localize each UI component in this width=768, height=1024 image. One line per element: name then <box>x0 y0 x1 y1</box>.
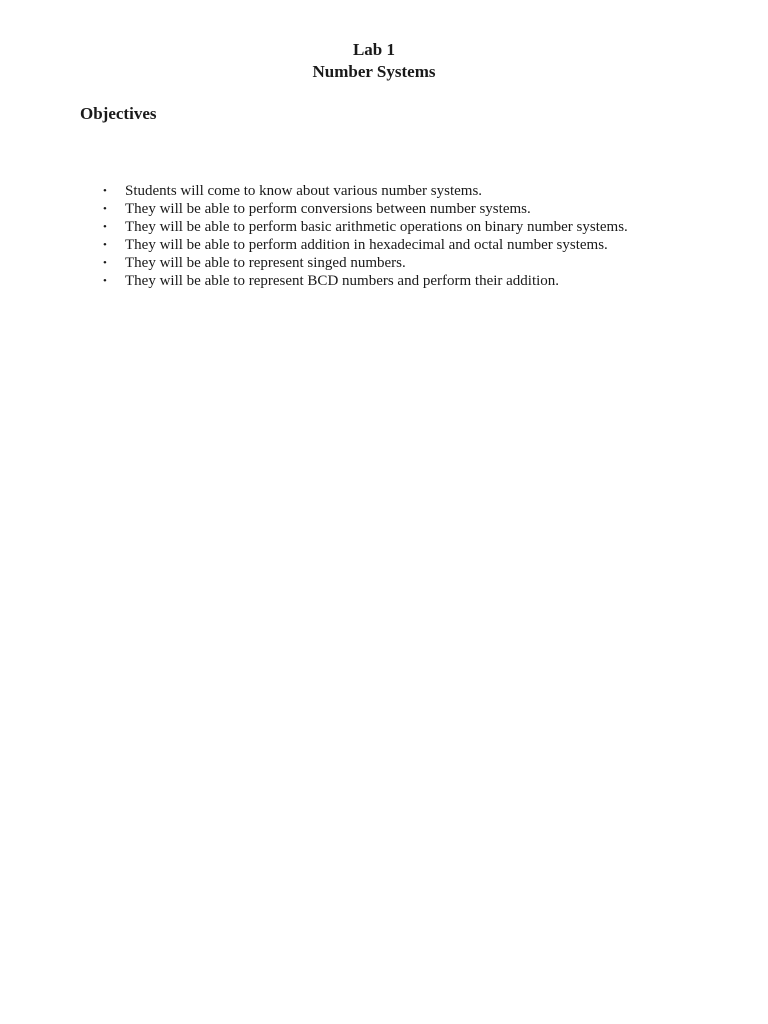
objectives-list <box>0 182 700 290</box>
bullet-icon: • <box>103 257 107 269</box>
lab-topic-title: Number Systems <box>312 62 436 81</box>
list-item <box>0 236 700 254</box>
objective-text: Students will come to know about various number systems. <box>125 183 483 199</box>
list-item <box>0 182 700 200</box>
objective-text: They will be able to represent BCD numbers and perform their addition. <box>125 273 560 289</box>
bullet-icon: • <box>103 203 107 215</box>
objective-text: They will be able to represent singed numbers. <box>125 255 406 271</box>
bullet-icon: • <box>103 221 107 233</box>
list-item <box>0 272 700 290</box>
list-item <box>0 254 700 272</box>
bullet-icon: • <box>103 185 107 197</box>
lab-number-title: Lab 1 <box>352 40 396 59</box>
objective-text: They will be able to perform basic arithmetic operations on binary number systems. <box>125 219 628 235</box>
title-block <box>0 39 748 83</box>
bullet-icon: • <box>103 239 107 251</box>
list-item <box>0 218 700 236</box>
list-item <box>0 200 700 218</box>
objective-text: They will be able to perform addition in hexadecimal and octal number systems. <box>125 237 608 253</box>
objectives-heading: Objectives <box>80 104 157 123</box>
bullet-icon: • <box>103 275 107 287</box>
objective-text: They will be able to perform conversions between number systems. <box>125 201 531 217</box>
